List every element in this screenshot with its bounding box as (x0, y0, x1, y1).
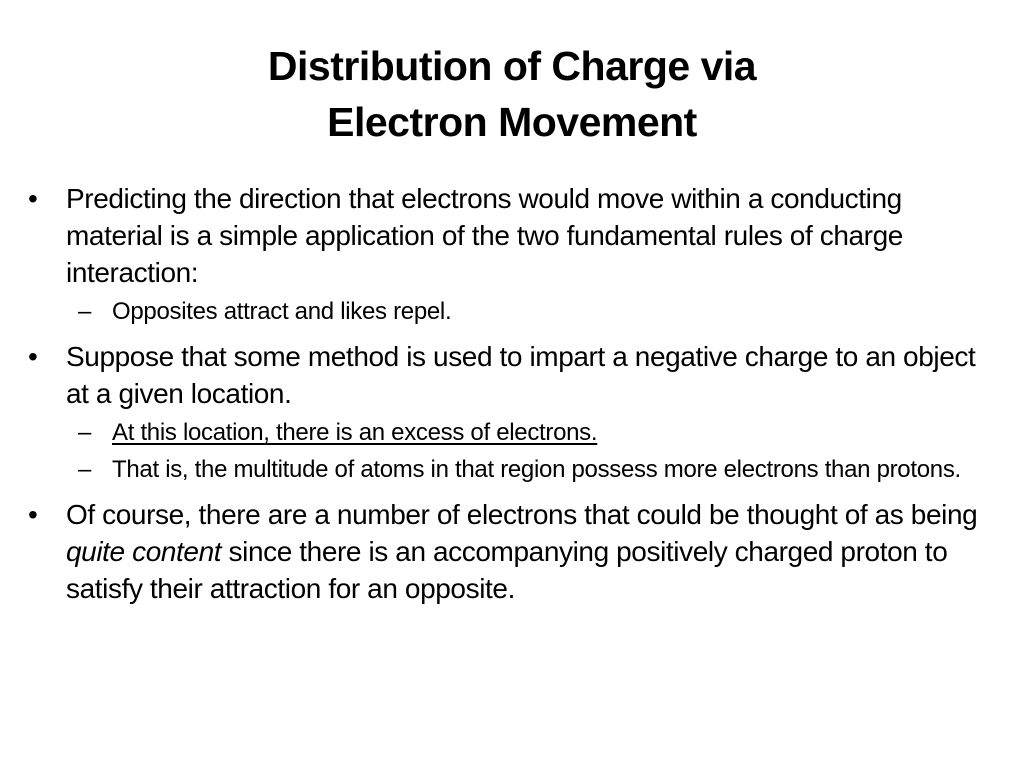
bullet-item (28, 338, 988, 412)
bullet-text: Predicting the direction that electrons would move within a conducting material is a simple application of the two fundamental rules of charge interaction: (66, 183, 903, 288)
bullet-item (28, 180, 988, 291)
sub-bullet-text: That is, the multitude of atoms in that region possess more electrons than protons. (112, 456, 961, 483)
bullet-text-part: since there is an accompanying positively charged proton to satisfy their attraction for an opposite. (66, 536, 948, 604)
sub-bullet-marker: – (78, 456, 92, 483)
bullet-text-part: Of course, there are a number of electrons that could be thought of as being (66, 499, 978, 530)
slide-title (60, 38, 964, 150)
sub-bullet-item (78, 453, 988, 486)
bullet-marker: • (28, 499, 38, 530)
sub-bullet-marker: – (78, 298, 92, 325)
bullet-marker: • (28, 341, 38, 372)
sub-bullet-text-underlined: At this location, there is an excess of electrons. (112, 419, 598, 446)
sub-bullet-item (78, 416, 988, 449)
sub-bullet-marker: – (78, 419, 92, 446)
bullet-text (66, 499, 977, 604)
slide-title-line-2: Electron Movement (327, 99, 697, 145)
bullet-text: Suppose that some method is used to impart a negative charge to an object at a given location. (66, 341, 976, 409)
sub-bullet-item (78, 295, 988, 328)
slide-content (28, 180, 988, 607)
sub-bullet-text: Opposites attract and likes repel. (112, 298, 452, 325)
bullet-text-italic: quite content (66, 536, 222, 567)
bullet-marker: • (28, 183, 38, 214)
slide-title-line-1: Distribution of Charge via (267, 43, 757, 89)
bullet-item (28, 496, 988, 607)
